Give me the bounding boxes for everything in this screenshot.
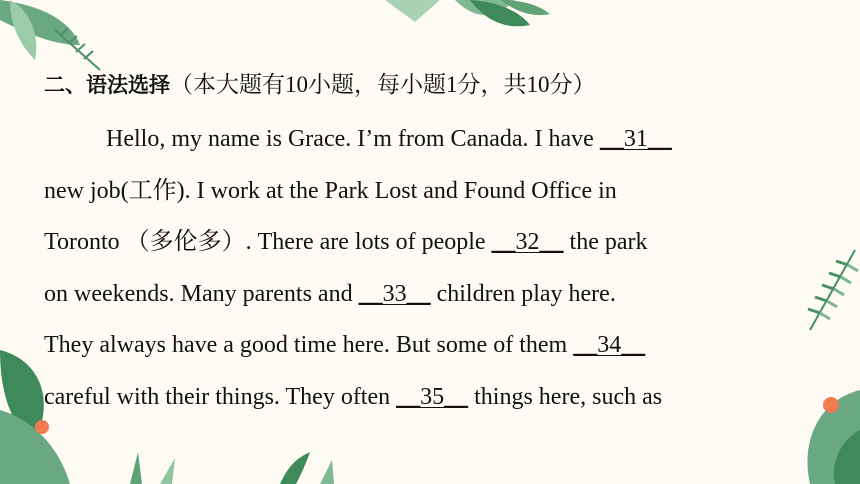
passage-line-5 [44, 330, 645, 360]
bottom-center-grass-decoration [120, 452, 360, 484]
bottom-right-flower-decoration [818, 392, 844, 418]
bottom-left-flower-decoration [30, 415, 54, 439]
line-text: Hello, my name is Grace. I’m from Canada. I have [106, 126, 600, 152]
line-text: Toronto （多伦多）. There are lots of people [44, 229, 492, 255]
line-text: careful with their things. They often [44, 384, 397, 410]
section-note: （本大题有10小题，每小题1分，共10分） [170, 72, 596, 97]
blank-33: __33__ [358, 281, 431, 307]
right-fern-decoration [800, 245, 860, 335]
blank-32: __32__ [491, 229, 564, 255]
passage-line-3 [44, 227, 648, 257]
passage-line-4 [44, 279, 616, 309]
line-text: things here, such as [468, 384, 663, 410]
passage-line-2 [44, 176, 617, 206]
line-text: They always have a good time here. But some of them [44, 332, 574, 358]
section-title: 二、语法选择 [44, 73, 170, 97]
line-text: the park [563, 229, 648, 255]
line-text: on weekends. Many parents and [44, 281, 359, 307]
section-heading [44, 66, 596, 99]
blank-35: __35__ [396, 384, 469, 410]
blank-31: __31__ [599, 126, 672, 152]
top-right-leaves-decoration [470, 0, 550, 34]
line-text: children play here. [430, 281, 616, 307]
blank-34: __34__ [573, 332, 646, 358]
passage-line-6 [44, 382, 662, 412]
bottom-right-leaves-decoration [770, 380, 860, 484]
passage-line-1 [106, 124, 672, 154]
line-text: new job(工作). I work at the Park Lost and Found Office in [44, 178, 617, 204]
